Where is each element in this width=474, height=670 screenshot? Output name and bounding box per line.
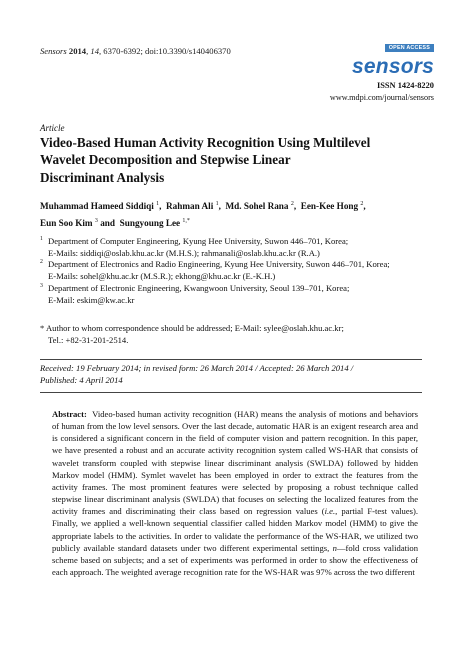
author-affil-mark: 2: [290, 201, 294, 207]
citation-year: 2014: [68, 46, 87, 56]
dates-line: Received: 19 February 2014; in revised form: 26 March 2014 / Accepted: 26 March 2014 /: [40, 363, 354, 373]
correspondence-phone: Tel.: +82-31-201-2514.: [48, 334, 129, 345]
corresponding-mark: *: [186, 218, 190, 225]
correspondence-line[interactable]: * Author to whom correspondence should be addressed; E-Mail: sylee@oslah.khu.ac.kr;: [40, 323, 344, 333]
citation-line: Sensors 2014, 14, 6370-6392; doi:10.3390/s140406370: [40, 46, 231, 56]
journal-logo: sensors: [352, 55, 434, 78]
author-affil-mark: 1: [156, 201, 160, 207]
affiliation-line: 1 Department of Computer Engineering, Kyung Hee University, Suwon 446–701, Korea;: [40, 236, 349, 246]
affiliation-email[interactable]: E-Mail: eskim@kw.ac.kr: [48, 294, 135, 305]
affiliation-number: 3: [40, 282, 43, 289]
journal-brand: [294, 36, 434, 102]
journal-short: Sensors: [40, 46, 67, 56]
author-list: Muhammad Hameed Siddiqi $^1$, Rahman Ali $^1$, Md. Sohel Rana $^2$, Een-Kee Hong $^2$, Eun Soo Kim $^3$ and Sungyoung Lee $^{1,*}$: [40, 201, 366, 229]
author-affil-mark: 3: [94, 218, 98, 225]
author-name: Eun Soo Kim: [40, 218, 93, 229]
author-name: Muhammad Hameed Siddiqi: [40, 201, 154, 212]
abstract: [52, 408, 418, 578]
abstract-body: Abstract: Video-based human activity recognition (HAR) means the analysis of motions and behaviors of human from the low level sensors. Over the last decade, automatic HAR is an exigent research area and is considered a significant concern in the field of computer vision and pattern recognition. In this paper, we have presented a robust and an accurate activity recognition system called WS-HAR that consists of wavelet transform coupled with stepwise linear discriminant analysis (SWLDA) followed by hidden Markov model (HMM). Symlet wavelet has been employed in order to extract the features from the activity frames. The most prominent features were selected by proposing a robust technique called stepwise linear discriminant analysis (SWLDA) that focuses on selecting the localized features from the activity frames and discriminating their class based on regression values (i.e., partial F-test values). Finally, we applied a well-known sequential classifier called hidden Markov model (HMM) to give the appropriate labels to the activities. In order to validate the performance of the WS-HAR, we utilized two publicly available standard datasets under two different experimental settings, n—fold cross validation scheme based on subjects; and a set of experiments was performed in order to show the effectiveness of each approach. The weighted average recognition rate for the WS-HAR was 97% across the two different: [52, 409, 419, 578]
citation-rest: , 6370-6392; doi:10.3390/s140406370: [98, 46, 231, 56]
author-name: Md. Sohel Rana: [225, 201, 289, 212]
title-line: Video-Based Human Activity Recognition Using Multilevel: [40, 135, 371, 150]
correspondence-note: [40, 323, 460, 346]
author-affil-mark: 1,*: [182, 218, 190, 225]
abstract-label: Abstract:: [52, 409, 87, 419]
open-access-badge: OPEN ACCESS: [385, 44, 434, 52]
divider: [40, 359, 422, 360]
affiliation-line: 3 Department of Electronic Engineering, Kwangwoon University, Seoul 139–701, Korea;: [40, 282, 350, 293]
affiliation-number: 1: [40, 236, 43, 242]
divider: [40, 392, 422, 393]
title-line: Discriminant Analysis: [40, 169, 165, 185]
paper-title: [40, 134, 420, 186]
affiliation-number: 2: [40, 259, 43, 266]
issn: ISSN 1424-8220: [376, 81, 434, 90]
author-name: Een-Kee Hong: [300, 201, 359, 212]
affiliation-email[interactable]: E-Mails: siddiqi@oslab.khu.ac.kr (M.H.S.); rahmanali@oslab.khu.ac.kr (R.A.): [48, 247, 320, 258]
affiliations: [40, 236, 460, 306]
author-affil-mark: 1: [215, 201, 219, 207]
author-name: Rahman Ali: [166, 201, 214, 212]
affiliation-email[interactable]: E-Mails: sohel@khu.ac.kr (M.S.R.); ekhong@khu.ac.kr (E.-K.H.): [48, 271, 276, 282]
author-affil-mark: 2: [360, 201, 364, 207]
article-type: Article: [40, 123, 65, 133]
affiliation-line: 2 Department of Electronics and Radio Engineering, Kyung Hee University, Suwon 446–701, Korea;: [40, 259, 390, 270]
dates-line: Published: 4 April 2014: [40, 374, 123, 385]
journal-url[interactable]: www.mdpi.com/journal/sensors: [329, 93, 434, 102]
citation-volume: 14: [90, 46, 99, 56]
publication-dates: [40, 363, 422, 386]
title-line: Wavelet Decomposition and Stepwise Linear: [40, 152, 291, 168]
author-name: Sungyoung Lee: [119, 218, 181, 229]
